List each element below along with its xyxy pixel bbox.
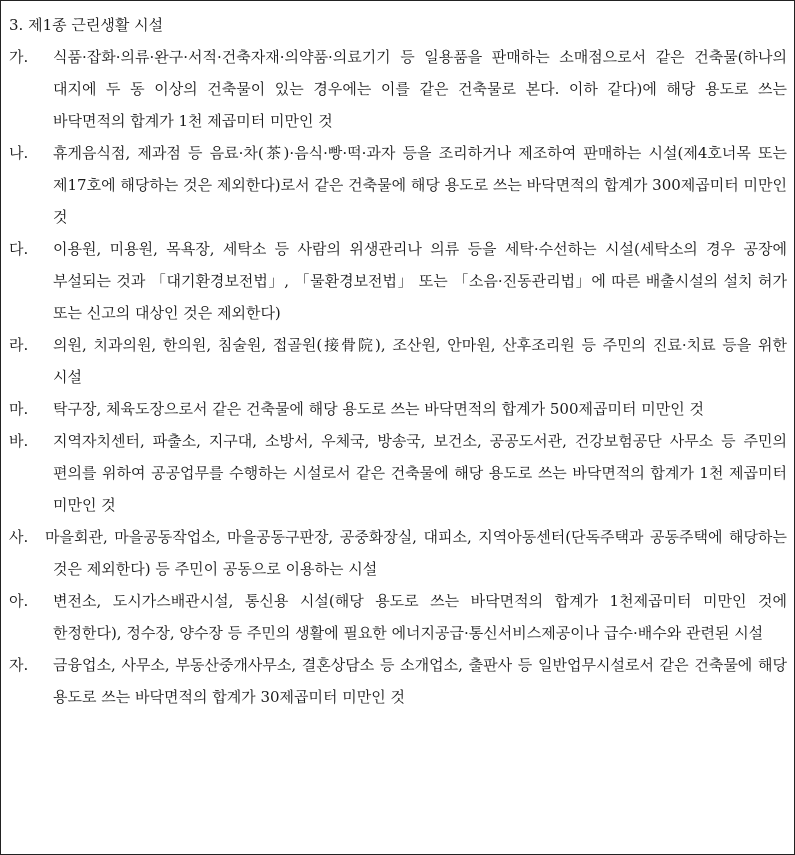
section-heading: 3. 제1종 근린생활 시설 [9,16,164,34]
clause-ma [7,393,787,425]
clause-ja [7,649,787,713]
clause-marker: 아. [9,592,29,610]
clause-marker: 나. [9,144,29,162]
clause-marker: 사. [9,528,29,546]
clause-marker: 가. [9,48,29,66]
clause-ra [7,329,787,393]
clause-na [7,137,787,233]
clause-text: 휴게음식점, 제과점 등 음료·차(茶)·음식·빵·떡·과자 등을 조리하거나 제조하여 판매하는 시설(제4호너목 또는 제17호에 해당하는 것은 제외한다)로서 같은 건축물에 해당 용도로 쓰는 바닥면적의 합계가 300제곱미터 미만인 것 [53,144,787,226]
clause-sa [7,521,787,585]
clause-ba [7,425,787,521]
clause-text: 탁구장, 체육도장으로서 같은 건축물에 해당 용도로 쓰는 바닥면적의 합계가 500제곱미터 미만인 것 [53,400,704,418]
clause-a [7,585,787,649]
clause-text: 지역자치센터, 파출소, 지구대, 소방서, 우체국, 방송국, 보건소, 공공도서관, 건강보험공단 사무소 등 주민의 편의를 위하여 공공업무를 수행하는 시설로서 같은 건축물에 해당 용도로 쓰는 바닥면적의 합계가 1천 제곱미터 미만인 것 [53,432,787,514]
document-body [7,9,787,713]
clause-text: 이용원, 미용원, 목욕장, 세탁소 등 사람의 위생관리나 의류 등을 세탁·수선하는 시설(세탁소의 경우 공장에 부설되는 것과 「대기환경보전법」, 「물환경보전법」 또는 「소음·진동관리법」에 따른 배출시설의 설치 허가 또는 신고의 대상인 것은 제외한다) [53,240,787,322]
clause-marker: 다. [9,240,29,258]
clause-text: 금융업소, 사무소, 부동산중개사무소, 결혼상담소 등 소개업소, 출판사 등 일반업무시설로서 같은 건축물에 해당 용도로 쓰는 바닥면적의 합계가 30제곱미터 미만인 것 [53,656,787,706]
clause-text: 마을회관, 마을공동작업소, 마을공동구판장, 공중화장실, 대피소, 지역아동센터(단독주택과 공동주택에 해당하는 것은 제외한다) 등 주민이 공동으로 이용하는 시설 [45,528,787,578]
clause-marker: 마. [9,400,29,418]
clause-marker: 자. [9,656,29,674]
clause-marker: 라. [9,336,29,354]
clause-ga [7,41,787,137]
clause-text: 의원, 치과의원, 한의원, 침술원, 접골원(接骨院), 조산원, 안마원, 산후조리원 등 주민의 진료·치료 등을 위한 시설 [53,336,787,386]
clause-da [7,233,787,329]
clause-marker: 바. [9,432,29,450]
clause-text: 변전소, 도시가스배관시설, 통신용 시설(해당 용도로 쓰는 바닥면적의 합계가 1천제곱미터 미만인 것에 한정한다), 정수장, 양수장 등 주민의 생활에 필요한 에너지공급·통신서비스제공이나 급수·배수와 관련된 시설 [53,592,787,642]
clause-text: 식품·잡화·의류·완구·서적·건축자재·의약품·의료기기 등 일용품을 판매하는 소매점으로서 같은 건축물(하나의 대지에 두 동 이상의 건축물이 있는 경우에는 이를 같은 건축물로 본다. 이하 같다)에 해당 용도로 쓰는 바닥면적의 합계가 1천 제곱미터 미만인 것 [53,48,787,130]
